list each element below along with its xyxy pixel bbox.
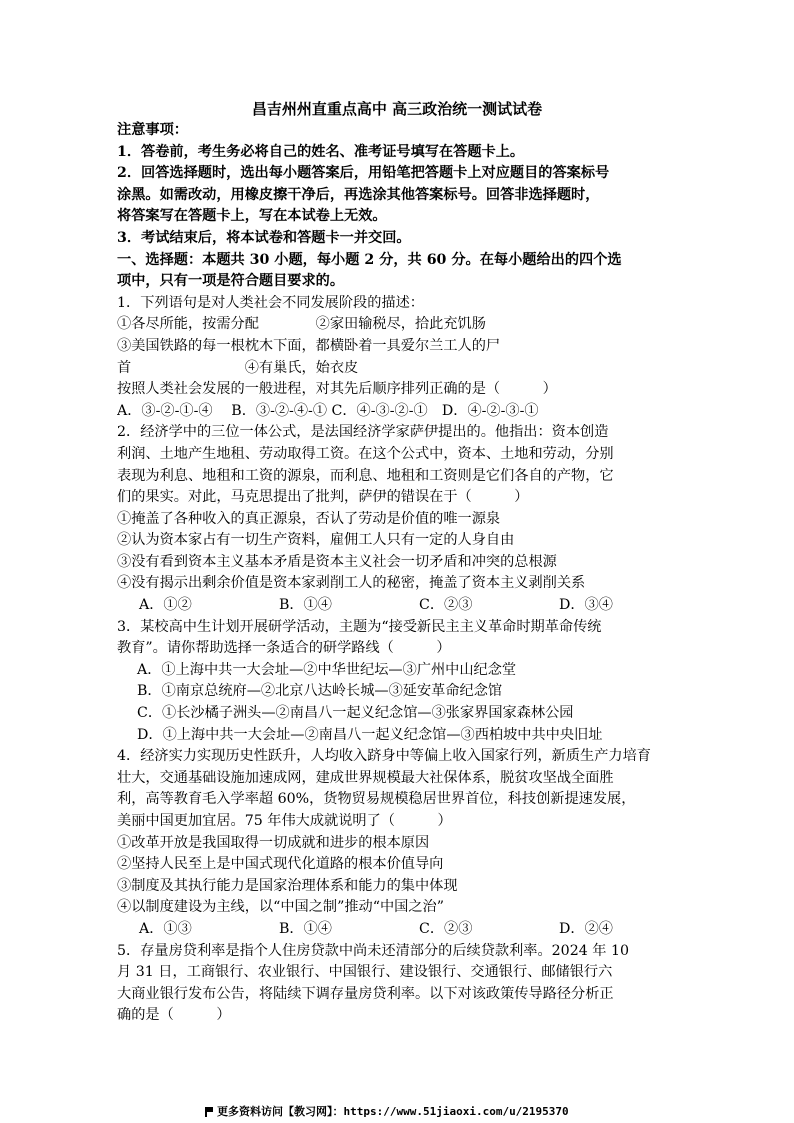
notice-line: 2．回答选择题时，选出每小题答案后，用铅笔把答题卡上对应题目的答案标号	[117, 165, 610, 182]
section-heading: 一、选择题：本题共 30 小题，每小题 2 分，共 60 分。在每小题给出的四个选	[117, 251, 622, 268]
q2-item: ③没有看到资本主义基本矛盾是资本主义社会一切矛盾和冲突的总根源	[117, 553, 557, 570]
notice-heading: 注意事项：	[117, 122, 188, 138]
q2-item: ④没有揭示出剩余价值是资本家剥削工人的秘密，掩盖了资本主义剥削关系	[117, 575, 586, 592]
q4-item: ①改革开放是我国取得一切成就和进步的根本原因	[117, 834, 430, 851]
q2-option-c: C．②③	[419, 597, 473, 614]
q1-item: ③美国铁路的每一根枕木下面，都横卧着一具爱尔兰工人的尸	[117, 337, 501, 354]
q1-ask: 按照人类社会发展的一般进程，对其先后顺序排列正确的是（ ）	[117, 381, 557, 398]
q2-option-d: D．③④	[559, 597, 613, 614]
q3-option-d: D．①上海中共一大会址—②南昌八一起义纪念馆—③西柏坡中共中央旧址	[137, 726, 603, 743]
q4-option-c: C．②③	[419, 920, 473, 937]
q2-stem: 利润、土地产生地租、劳动取得工资。在这个公式中，资本、土地和劳动，分别	[117, 445, 614, 462]
q3-stem: 教育”。请你帮助选择一条适合的研学路线（ ）	[117, 640, 451, 657]
section-heading: 项中，只有一项是符合题目要求的。	[117, 273, 345, 290]
notice-line: 涂黑。如需改动，用橡皮擦干净后，再选涂其他答案标号。回答非选择题时，	[117, 186, 600, 203]
q2-stem: 们的果实。对此，马克思提出了批判，萨伊的错误在于（ ）	[117, 489, 529, 506]
q4-stem: 壮大，交通基础设施加速成网，建成世界规模最大社保体系，脱贫攻坚战全面胜	[117, 769, 614, 786]
notice-line: 1．答卷前，考生务必将自己的姓名、准考证号填写在答题卡上。	[117, 143, 525, 160]
q4-item: ②坚持人民至上是中国式现代化道路的根本价值导向	[117, 856, 444, 873]
footer	[205, 1103, 569, 1119]
q2-options	[117, 595, 682, 617]
q4-option-d: D．②④	[559, 920, 613, 937]
q3-stem: 3．某校高中生计划开展研学活动，主题为“接受新民主主义革命时期革命传统	[117, 618, 602, 635]
q3-option-c: C．①长沙橘子洲头—②南昌八一起义纪念馆—③张家界国家森林公园	[137, 705, 574, 722]
notice-line: 将答案写在答题卡上，写在本试卷上无效。	[117, 208, 387, 225]
q3-option-a: A．①上海中共一大会址—②中华世纪坛—③广州中山纪念堂	[137, 661, 517, 678]
footer-link[interactable]: 更多资料访问【教习网】：https://www.51jiaoxi.com/u/2195370	[217, 1105, 569, 1118]
q5-stem: 5．存量房贷利率是指个人住房贷款中尚未还清部分的后续贷款利率。2024 年 10	[117, 942, 630, 959]
q5-stem: 大商业银行发布公告，将陆续下调存量房贷利率。以下对该政策传导路径分析正	[117, 985, 614, 1002]
q1-options: A．③-②-①-④ B．③-②-④-① C．④-③-②-① D．④-②-③-①	[117, 402, 539, 419]
q4-stem: 美丽中国更加宜居。75 年伟大成就说明了（ ）	[117, 813, 452, 829]
q1-item: 首 ④有巢氏，始衣皮	[117, 359, 359, 376]
q4-option-b: B．①④	[279, 920, 332, 937]
q4-item: ③制度及其执行能力是国家治理体系和能力的集中体现	[117, 877, 458, 894]
flag-icon	[205, 1107, 213, 1116]
q5-stem: 月 31 日，工商银行、农业银行、中国银行、建设银行、交通银行、邮储银行六	[117, 964, 613, 981]
q1-stem: 1．下列语句是对人类社会不同发展阶段的描述：	[117, 294, 424, 311]
exam-title: 昌吉州州直重点高中 高三政治统一测试试卷	[251, 100, 543, 118]
q1-item: ①各尽所能，按需分配 ②家田输税尽，拾此充饥肠	[117, 316, 486, 333]
q2-stem: 2．经济学中的三位一体公式，是法国经济学家萨伊提出的。他指出：资本创造	[117, 424, 609, 441]
q2-option-b: B．①④	[279, 597, 332, 614]
q4-item: ④以制度建设为主线，以“中国之制”推动“中国之治”	[117, 899, 444, 916]
q4-stem: 利，高等教育毛入学率超 60%，货物贸易规模稳居世界首位，科技创新提速发展，	[117, 791, 636, 808]
q2-item: ①掩盖了各种收入的真正源泉，否认了劳动是价值的唯一源泉	[117, 510, 501, 527]
exam-content	[117, 120, 682, 1027]
q5-stem: 确的是（ ）	[117, 1007, 231, 1024]
q4-option-a: A．①③	[139, 920, 192, 937]
q4-stem: 4．经济实力实现历史性跃升，人均收入跻身中等偏上收入国家行列，新质生产力培育	[117, 748, 651, 765]
q2-item: ②认为资本家占有一切生产资料，雇佣工人只有一定的人身自由	[117, 532, 515, 549]
q2-option-a: A．①②	[139, 597, 192, 614]
notice-line: 3．考试结束后，将本试卷和答题卡一并交回。	[117, 229, 411, 246]
q4-options	[117, 919, 682, 941]
q2-stem: 表现为利息、地租和工资的源泉，而利息、地租和工资则是它们各自的产物，它	[117, 467, 614, 484]
q3-option-b: B．①南京总统府—②北京八达岭长城—③延安革命纪念馆	[137, 683, 503, 700]
